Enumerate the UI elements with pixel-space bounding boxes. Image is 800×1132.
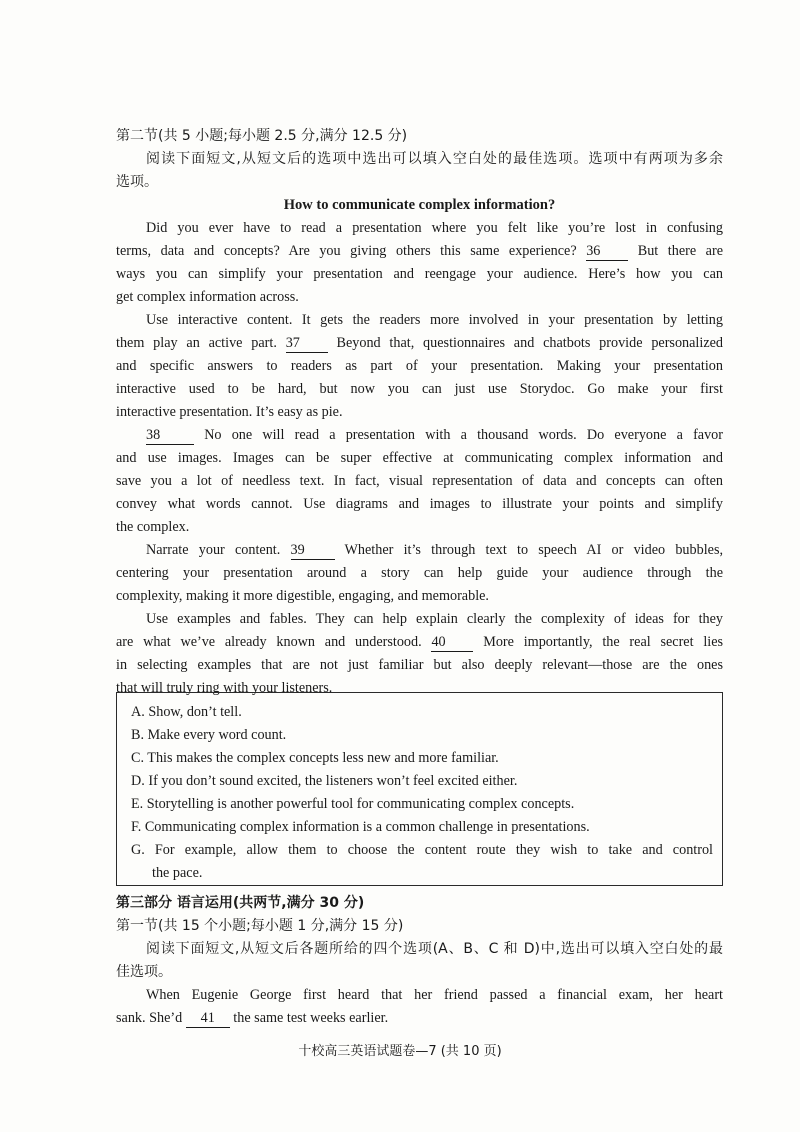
blank-41: 41 [186,1010,230,1028]
p2-line4: interactive used to be hard, but now you can just use Storydoc. Go make your first [116,381,723,397]
p5-line2-text-b: More importantly, the real secret lies [483,634,724,650]
p1-line2-text-b: But there are [637,243,723,259]
option-g-line2: the pace. [152,865,203,881]
p1-line1: Did you ever have to read a presentation where you felt like you’re lost in confusing [146,220,723,236]
blank-36: 36 [586,243,628,261]
p4-line3: complexity, making it more digestible, engaging, and memorable. [116,588,489,604]
p5-line4: that will truly ring with your listeners. [116,680,333,696]
p2-line2 [116,333,723,353]
option-d: D. If you don’t sound excited, the listeners won’t feel excited either. [131,773,518,789]
blank-39: 39 [291,542,335,560]
part3-instruction-line1: 阅读下面短文,从短文后各题所给的四个选项(A、B、C 和 D)中,选出可以填入空白处的最 [146,941,723,957]
part3-passage-line2-text-b: the same test weeks earlier. [233,1010,389,1026]
p5-line1: Use examples and fables. They can help explain clearly the complexity of ideas for they [146,611,723,627]
p5-line2 [116,632,723,652]
p4-line1-text-b: Whether it’s through text to speech AI or video bubbles, [344,542,724,558]
part3-passage-line2-text-a: sank. She’d [116,1010,183,1026]
option-e: E. Storytelling is another powerful tool for communicating complex concepts. [131,796,575,812]
p4-line2: centering your presentation around a story can help guide your audience through the [116,565,723,581]
p2-line2-text-a: them play an active part. [116,335,277,351]
p3-line1-text-b: No one will read a presentation with a thousand words. Do everyone a favor [204,427,724,443]
part3-passage-line2 [116,1008,723,1028]
p3-line2: and use images. Images can be super effective at communicating complex information and [116,450,723,466]
p1-line4: get complex information across. [116,289,299,305]
p2-line3: and specific answers to readers as part of your presentation. Making your presentation [116,358,723,374]
page-footer: 十校高三英语试题卷—7 (共 10 页) [298,1044,502,1059]
p1-line2-text-a: terms, data and concepts? Are you giving others this same experience? [116,243,577,259]
part3-header: 第三部分 语言运用(共两节,满分 30 分) [116,895,365,911]
option-b: B. Make every word count. [131,727,287,743]
part3-section1-header: 第一节(共 15 个小题;每小题 1 分,满分 15 分) [116,918,404,934]
p1-line2 [116,241,723,261]
p3-line4: convey what words cannot. Use diagrams and images to illustrate your points and simplify [116,496,723,512]
p5-line2-text-a: are what we’ve already known and understood. [116,634,422,650]
p3-line3: save you a lot of needless text. In fact, visual representation of data and concepts can often [116,473,723,489]
blank-38: 38 [146,427,194,445]
p3-line5: the complex. [116,519,190,535]
option-g-line1: G. For example, allow them to choose the content route they wish to take and control [131,842,713,858]
part3-passage-line1: When Eugenie George first heard that her friend passed a financial exam, her heart [146,987,723,1003]
p1-line3: ways you can simplify your presentation and reengage your audience. Here’s how you can [116,266,723,282]
p2-line2-text-b: Beyond that, questionnaires and chatbots provide personalized [336,335,724,351]
option-c: C. This makes the complex concepts less new and more familiar. [131,750,499,766]
p4-line1 [146,540,723,560]
passage-title: How to communicate complex information? [283,197,556,213]
p5-line3: in selecting examples that are not just familiar but also deeply relevant—those are the ones [116,657,723,673]
blank-37: 37 [286,335,328,353]
section2-header: 第二节(共 5 小题;每小题 2.5 分,满分 12.5 分) [116,128,408,144]
p3-line1 [146,425,723,445]
blank-40: 40 [431,634,473,652]
section2-instruction-line1: 阅读下面短文,从短文后的选项中选出可以填入空白处的最佳选项。选项中有两项为多余 [146,151,723,167]
section2-instruction-line2: 选项。 [116,174,158,190]
p2-line5: interactive presentation. It’s easy as pie. [116,404,343,420]
p4-line1-text-a: Narrate your content. [146,542,281,558]
option-f: F. Communicating complex information is a common challenge in presentations. [131,819,590,835]
p2-line1: Use interactive content. It gets the readers more involved in your presentation by letting [146,312,723,328]
part3-instruction-line2: 佳选项。 [116,964,172,980]
option-a: A. Show, don’t tell. [131,704,242,720]
